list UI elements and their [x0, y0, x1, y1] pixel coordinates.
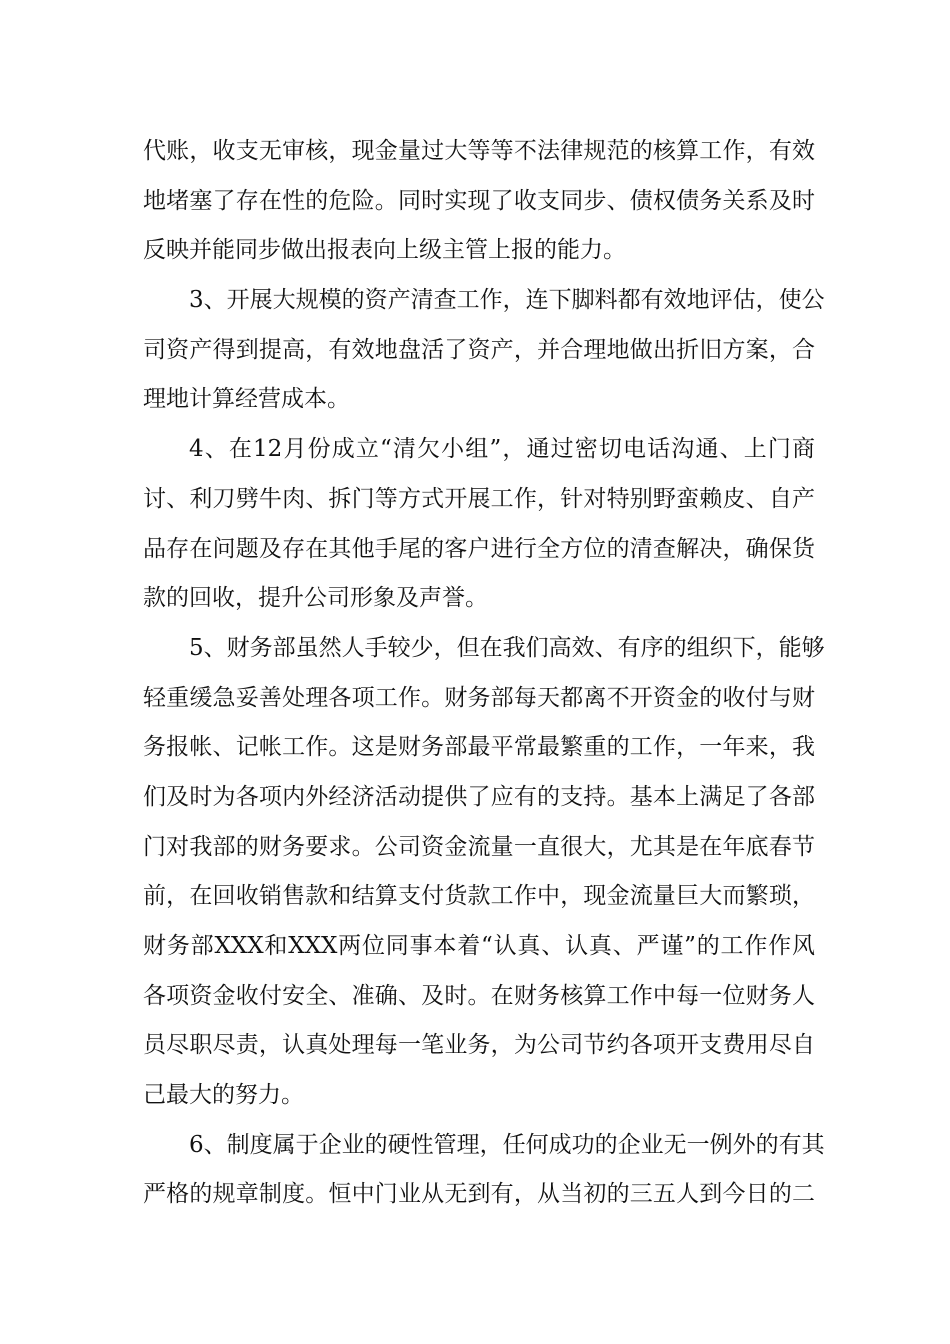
text-line: 司资产得到提高，有效地盘活了资产，并合理地做出折旧方案，合: [143, 337, 815, 363]
text-line: 门对我部的财务要求。公司资金流量一直很大，尤其是在年底春节: [143, 834, 815, 860]
text-line: 们及时为各项内外经济活动提供了应有的支持。基本上满足了各部: [143, 784, 815, 810]
text-line: 财务部XXX和XXX两位同事本着“认真、认真、严谨”的工作作风: [143, 933, 815, 959]
text-line: 理地计算经营成本。: [143, 386, 350, 412]
text-line: 轻重缓急妥善处理各项工作。财务部每天都离不开资金的收付与财: [143, 685, 815, 711]
text-line: 己最大的努力。: [143, 1082, 304, 1108]
text-line: 各项资金收付安全、准确、及时。在财务核算工作中每一位财务人: [143, 983, 815, 1009]
text-line: 反映并能同步做出报表向上级主管上报的能力。: [143, 237, 626, 263]
text-line: 款的回收，提升公司形象及声誉。: [143, 585, 488, 611]
paragraph-3-start: 3、开展大规模的资产清查工作，连下脚料都有效地评估，使公: [189, 287, 825, 313]
text-line: 务报帐、记帐工作。这是财务部最平常最繁重的工作，一年来，我: [143, 734, 815, 760]
paragraph-6-start: 6、制度属于企业的硬性管理，任何成功的企业无一例外的有其: [189, 1132, 825, 1158]
text-line: 员尽职尽责，认真处理每一笔业务，为公司节约各项开支费用尽自: [143, 1032, 815, 1058]
text-line: 讨、利刀劈牛肉、拆门等方式开展工作，针对特别野蛮赖皮、自产: [143, 486, 815, 512]
text-line: 品存在问题及存在其他手尾的客户进行全方位的清查解决，确保货: [143, 536, 815, 562]
text-line: 地堵塞了存在性的危险。同时实现了收支同步、债权债务关系及时: [143, 188, 815, 214]
paragraph-5-start: 5、财务部虽然人手较少，但在我们高效、有序的组织下，能够: [189, 635, 825, 661]
text-line: 前，在回收销售款和结算支付货款工作中，现金流量巨大而繁琐，: [143, 883, 815, 909]
text-line: 严格的规章制度。恒中门业从无到有，从当初的三五人到今日的二: [143, 1181, 815, 1207]
paragraph-4-start: 4、在12月份成立“清欠小组”，通过密切电话沟通、上门商: [189, 436, 815, 462]
text-line: 代账，收支无审核，现金量过大等等不法律规范的核算工作，有效: [143, 138, 815, 164]
